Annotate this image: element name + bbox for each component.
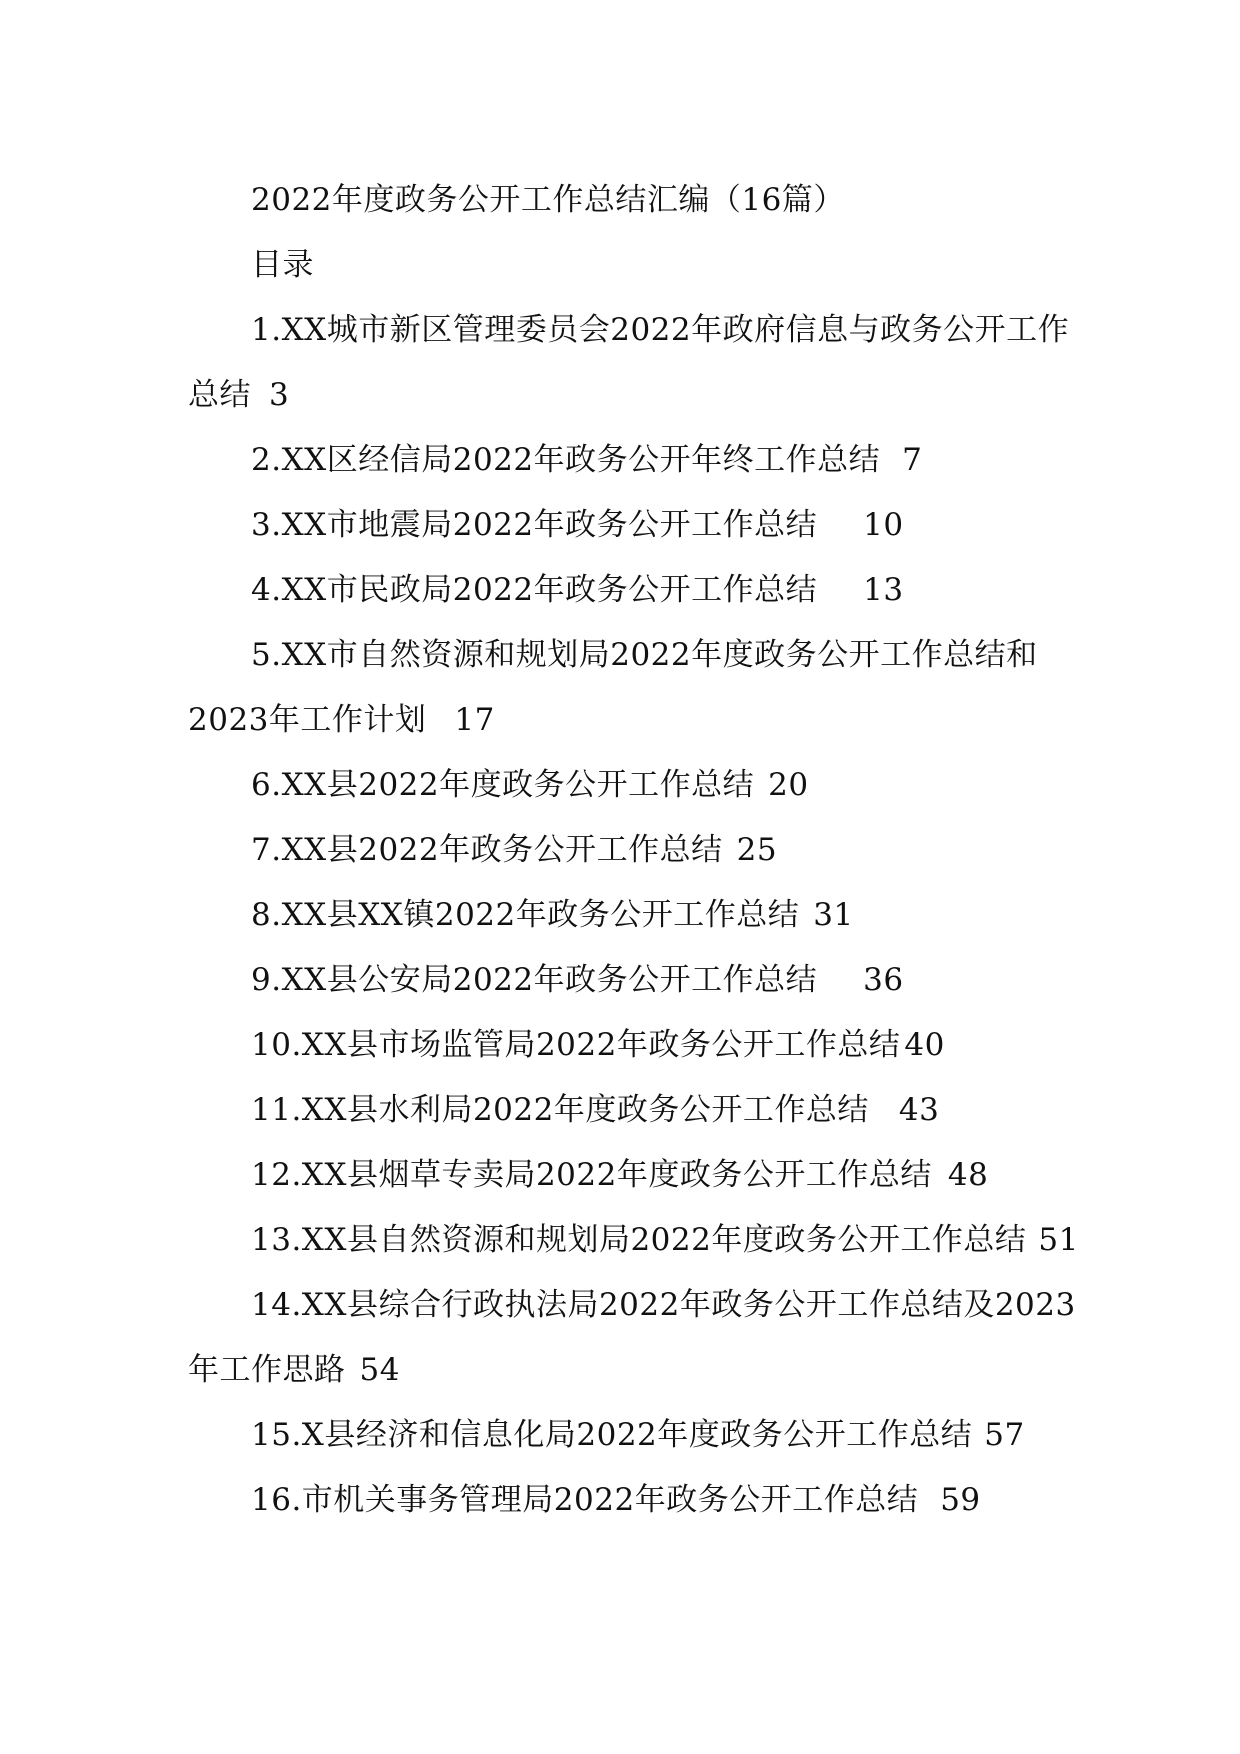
toc-entry-title: 1.XX城市新区管理委员会2022年政府信息与政务公开工作 [251,312,1070,348]
toc-entry-title: 16.市机关事务管理局2022年政务公开工作总结 [251,1482,919,1518]
toc-entry-title: 2023年工作计划 [188,702,427,738]
toc-entry-title: 14.XX县综合行政执法局2022年政务公开工作总结及2023 [251,1287,1076,1323]
toc-entry-page-number: 10 [863,507,904,543]
toc-entry-page-number: 54 [359,1352,400,1388]
toc-entry [188,1273,1076,1338]
toc-entry-page-number: 40 [904,1027,945,1063]
toc-entry [188,688,1058,753]
toc-entry [188,428,1058,493]
toc-entry-page-number: 13 [863,572,904,608]
toc-entry-page-number: 7 [902,442,923,478]
toc-entry-page-number: 48 [947,1157,989,1193]
toc-entry-title: 7.XX县2022年政务公开工作总结 [251,832,723,868]
toc-entry-page-number: 25 [736,832,778,868]
toc-entry-page-number: 57 [984,1417,1025,1453]
toc-entry-page-number: 20 [768,767,809,803]
toc-entry [188,1013,1058,1078]
toc-entry [188,493,1058,558]
toc-entry [188,363,1058,428]
toc-entry [188,818,1058,883]
toc-entry-title: 9.XX县公安局2022年政务公开工作总结 [251,962,818,998]
toc-heading: 目录 [251,247,314,283]
toc-entry-page-number: 59 [940,1482,981,1518]
toc-entry-page-number: 36 [863,962,904,998]
toc-entry-page-number: 31 [813,897,854,933]
toc-entry [188,558,1058,623]
toc-entry-title: 12.XX县烟草专卖局2022年度政务公开工作总结 [251,1157,932,1193]
toc-entry [188,1468,1058,1533]
toc-entry-title: 4.XX市民政局2022年政务公开工作总结 [251,572,818,608]
toc-entry-title: 3.XX市地震局2022年政务公开工作总结 [251,507,818,543]
toc-entry-page-number: 17 [454,702,495,738]
toc-entry [188,1078,1058,1143]
toc-entry-title: 5.XX市自然资源和规划局2022年度政务公开工作总结和 [251,637,1038,673]
toc-entry-page-number: 51 [1038,1222,1079,1258]
table-of-contents [188,298,1079,1533]
toc-entry [188,883,1058,948]
document-title: 2022年度政务公开工作总结汇编（16篇） [251,182,845,218]
toc-entry [188,623,1058,688]
toc-entry-title: 13.XX县自然资源和规划局2022年度政务公开工作总结 [251,1222,1027,1258]
toc-entry-title: 6.XX县2022年度政务公开工作总结 [251,767,755,803]
toc-entry-title: 10.XX县市场监管局2022年政务公开工作总结 [251,1027,901,1063]
toc-entry [188,1143,1058,1208]
toc-entry [188,298,1070,363]
toc-entry-title: 8.XX县XX镇2022年政务公开工作总结 [251,897,800,933]
document-content [188,168,1079,1533]
toc-entry [188,1403,1058,1468]
toc-entry [188,1338,1058,1403]
toc-entry-page-number: 3 [269,377,290,413]
toc-entry [188,1208,1079,1273]
toc-entry-page-number: 43 [898,1092,940,1128]
toc-entry-title: 总结 [188,377,251,413]
toc-entry-title: 15.X县经济和信息化局2022年度政务公开工作总结 [251,1417,973,1453]
toc-entry-title: 11.XX县水利局2022年度政务公开工作总结 [251,1092,869,1128]
toc-entry-title: 2.XX区经信局2022年政务公开年终工作总结 [251,442,881,478]
toc-entry [188,753,1058,818]
toc-entry [188,948,1058,1013]
toc-entry-title: 年工作思路 [188,1352,346,1388]
